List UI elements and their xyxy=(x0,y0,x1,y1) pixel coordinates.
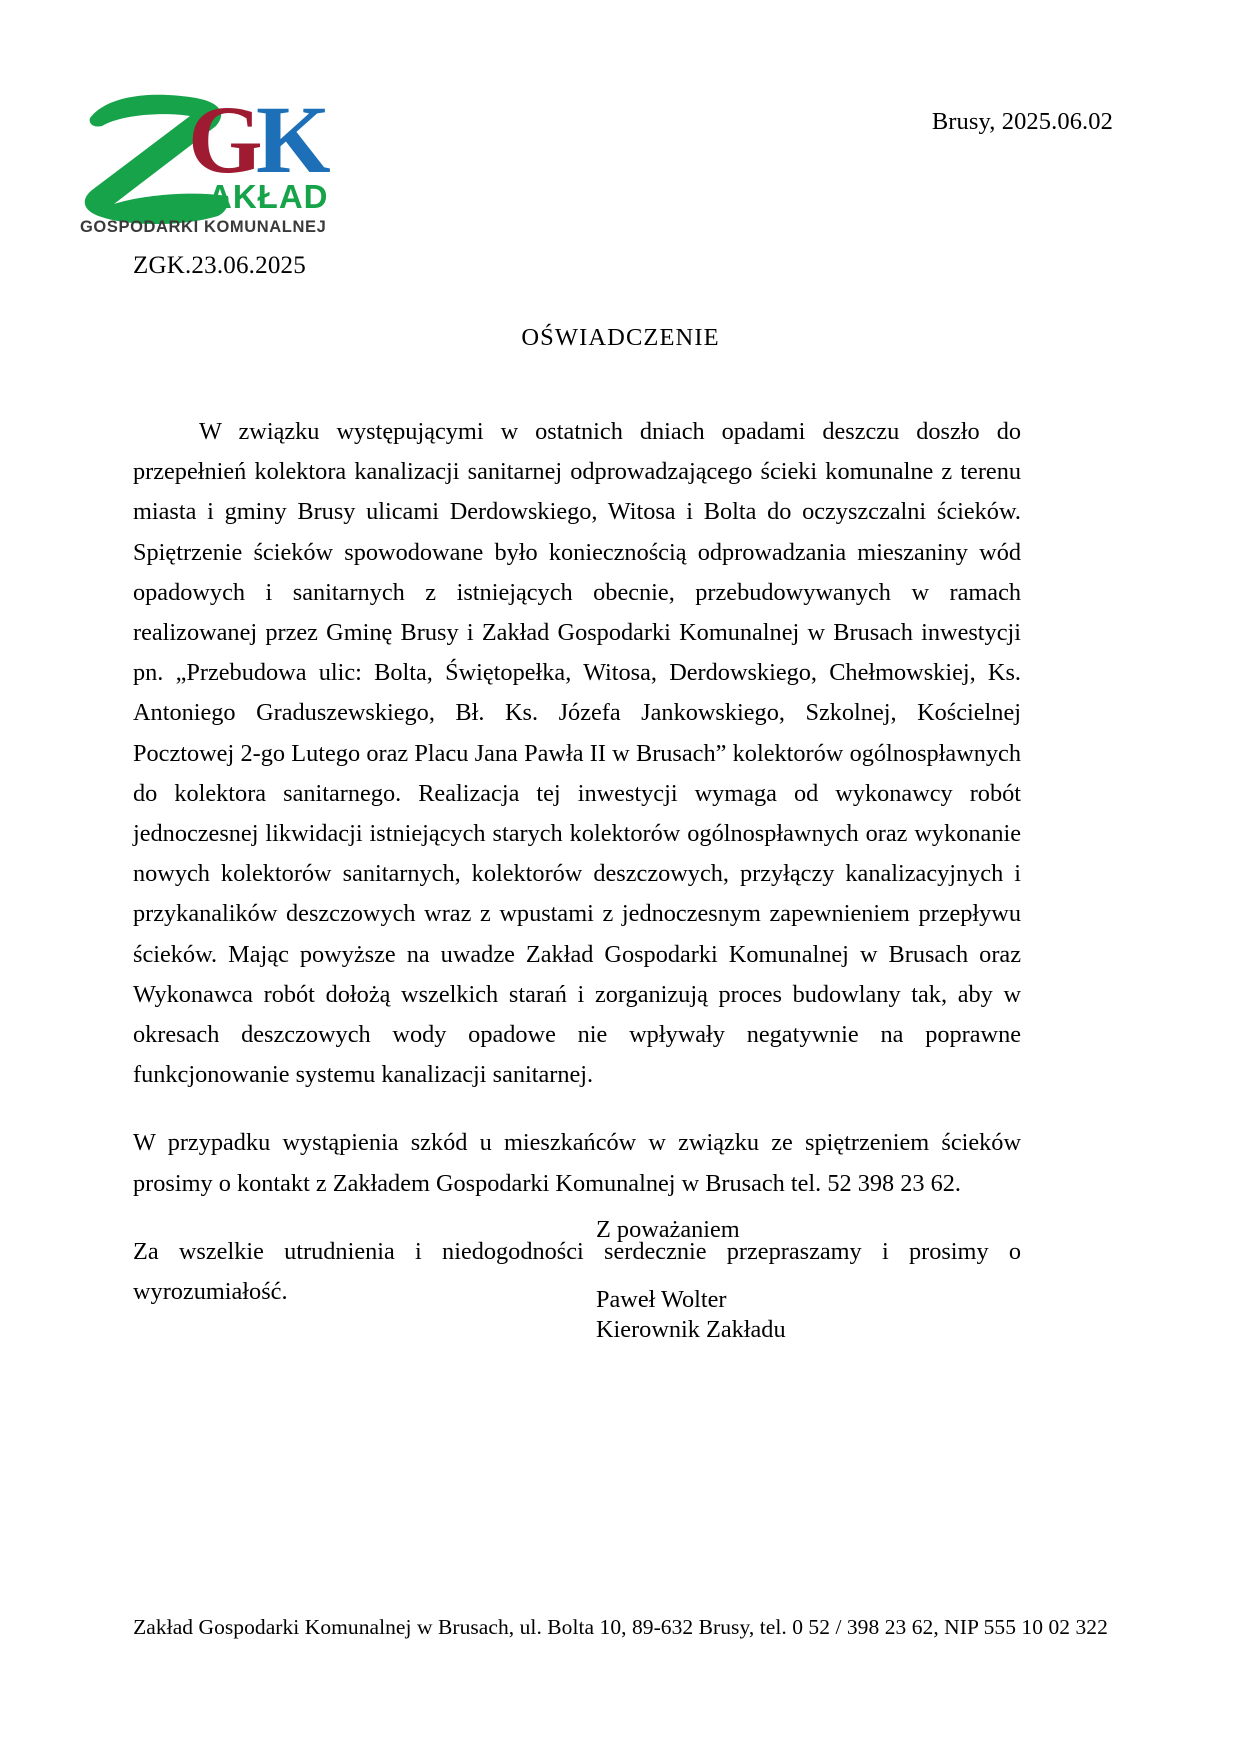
document-title: OŚWIADCZENIE xyxy=(521,324,720,351)
document-header xyxy=(0,78,1241,248)
logo-letter-k: K xyxy=(256,86,331,193)
signature-regards: Z poważaniem xyxy=(596,1216,740,1243)
signature-name: Paweł Wolter xyxy=(596,1286,727,1313)
logo-letter-g: G xyxy=(188,86,263,193)
signature-position: Kierownik Zakładu xyxy=(596,1316,786,1343)
header-date: Brusy, 2025.06.02 xyxy=(931,108,1113,135)
logo-tagline: GOSPODARKI KOMUNALNEJ xyxy=(80,218,327,236)
zgk-logo xyxy=(78,86,378,236)
logo-word-zaklad: AKŁAD xyxy=(208,178,329,215)
document-footer: Zakład Gospodarki Komunalnej w Brusach, ul. Bolta 10, 89-632 Brusy, tel. 0 52 / 398 23 62, NIP 555 10 02 322 xyxy=(133,1615,1108,1639)
signature-block xyxy=(596,1213,1016,1345)
signature-identity xyxy=(596,1285,1016,1345)
body-paragraph-2: W przypadku wystąpienia szkód u mieszkańców w związku ze spiętrzeniem ścieków prosimy o kontakt z Zakładem Gospodarki Komunalnej w Brusach tel. 52 398 23 62. xyxy=(133,1129,1021,1197)
body-paragraph-1: W związku występującymi w ostatnich dniach opadami deszczu doszło do przepełnień kolektora kanalizacji sanitarnej odprowadzającego ścieki komunalne z terenu miasta i gminy Brusy ulicami Derdowskiego, Witosa i Bolta do oczyszczalni ścieków. Spiętrzenie ścieków spowodowane było koniecznością odprowadzania mieszaniny wód opadowych i sanitarnych z istniejących obecnie, przebudowywanych w ramach realizowanej przez Gminę Brusy i Zakład Gospodarki Komunalnej w Brusach inwestycji pn. „Przebudowa ulic: Bolta, Świętopełka, Witosa, Derdowskiego, Chełmowskiej, Ks. Antoniego Graduszewskiego, Bł. Ks. Józefa Jankowskiego, Szkolnej, Kościelnej Pocztowej 2-go Lutego oraz Placu Jana Pawła II w Brusach” kolektorów ogólnospławnych do kolektora sanitarnego. Realizacja tej inwestycji wymaga od wykonawcy robót jednoczesnej likwidacji istniejących starych kolektorów ogólnospławnych oraz wykonanie nowych kolektorów sanitarnych, kolektorów deszczowych, przyłączy kanalizacyjnych i przykanalików deszczowych wraz z wpustami z jednoczesnym zapewnieniem przepływu ścieków. Mając powyższe na uwadze Zakład Gospodarki Komunalnej w Brusach oraz Wykonawca robót dołożą wszelkich starań i zorganizują proces budowlany tak, aby w okresach deszczowych wody opadowe nie wpływały negatywnie na poprawne funkcjonowanie systemu kanalizacji sanitarnej. xyxy=(133,418,1021,1089)
reference-number: ZGK.23.06.2025 xyxy=(133,252,306,279)
body-paragraph-3: Za wszelkie utrudnienia i niedogodności serdecznie przepraszamy i prosimy o wyrozumiałość. xyxy=(133,1237,1021,1306)
document-body xyxy=(133,412,1021,1312)
zgk-logo-graphic xyxy=(78,86,353,236)
